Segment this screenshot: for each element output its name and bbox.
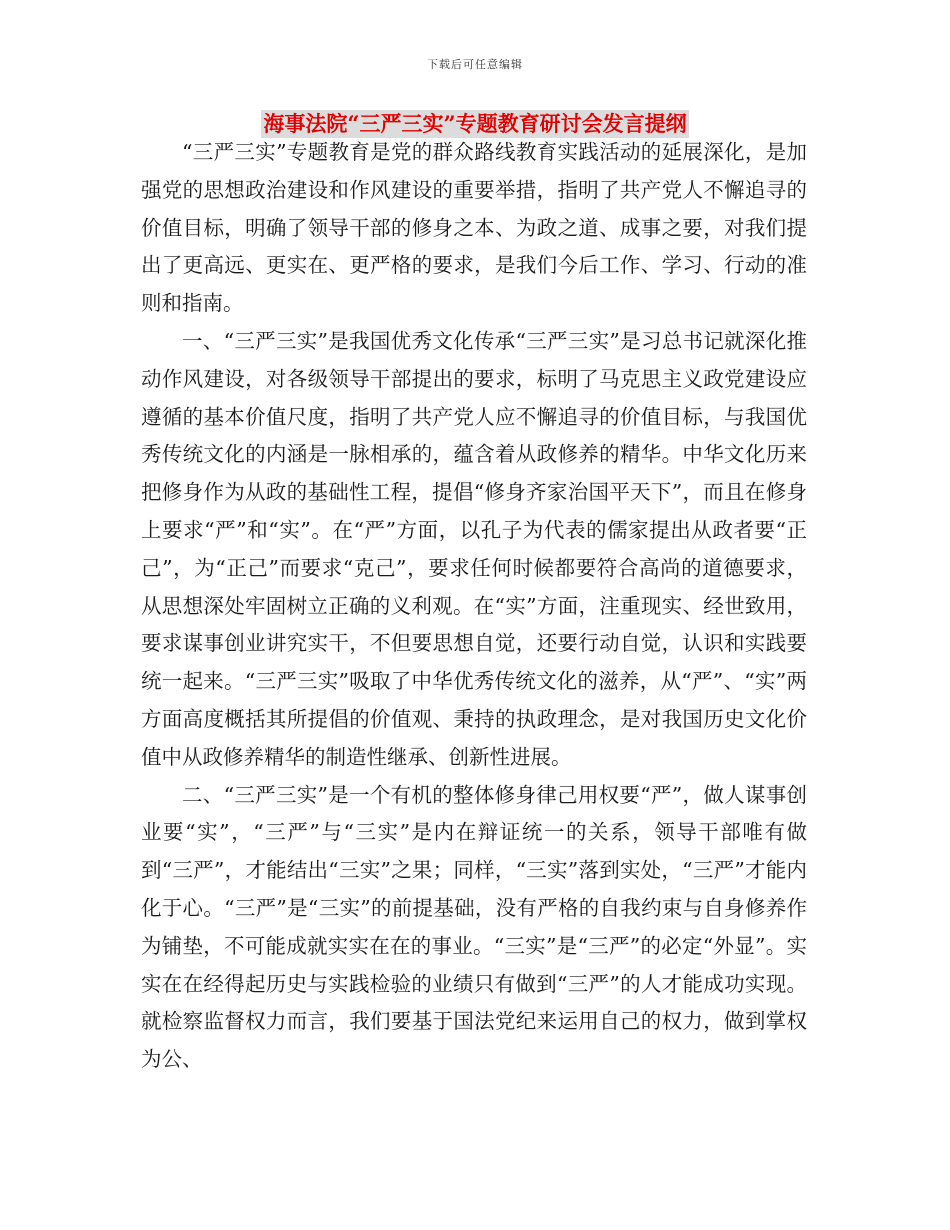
paragraph-intro: “三严三实”专题教育是党的群众路线教育实践活动的延展深化，是加强党的思想政治建设和作风建设的重要举措，指明了共产党人不懈追寻的价值目标，明确了领导干部的修身之本、为政之道、成事之要，对我们提出了更高远、更实在、更严格的要求，是我们今后工作、学习、行动的准则和指南。 — [141, 140, 807, 316]
header-note: 下载后可任意编辑 — [427, 58, 523, 71]
document-title: 海事法院“三严三实”专题教育研讨会发言提纲 — [263, 111, 687, 136]
paragraph-section-two: 二、“三严三实”是一个有机的整体修身律己用权要“严”，做人谋事创业要“实”，“三严”与“三实”是内在辩证统一的关系，领导干部唯有做到“三严”，才能结出“三实”之果；同样，“三实”落到实处，“三严”才能内化于心。“三严”是“三实”的前提基础，没有严格的自我约束与自身修养作为铺垫，不可能成就实实在在的事业。“三实”是“三严”的必定“外显”。实实在在经得起历史与实践检验的业绩只有做到“三严”的人才能成功实现。就检察监督权力而言，我们要基于国法党纪来运用自己的权力，做到掌权为公、 — [141, 782, 807, 1072]
document-body — [141, 134, 807, 1079]
paragraph-section-one: 一、“三严三实”是我国优秀文化传承“三严三实”是习总书记就深化推动作风建设，对各级领导干部提出的要求，标明了马克思主义政党建设应遵循的基本价值尺度，指明了共产党人应不懈追寻的价值目标，与我国优秀传统文化的内涵是一脉相承的，蕴含着从政修养的精华。中华文化历来把修身作为从政的基础性工程，提倡“修身齐家治国平天下”，而且在修身上要求“严”和“实”。在“严”方面，以孔子为代表的儒家提出从政者要“正己”，为“正己”而要求“克己”，要求任何时候都要符合高尚的道德要求，从思想深处牢固树立正确的义利观。在“实”方面，注重现实、经世致用，要求谋事创业讲究实干，不但要思想自觉，还要行动自觉，认识和实践要统一起来。“三严三实”吸取了中华优秀传统文化的滋养，从“严”、“实”两方面高度概括其所提倡的价值观、秉持的执政理念，是对我国历史文化价值中从政修养精华的制造性继承、创新性进展。 — [141, 328, 807, 769]
